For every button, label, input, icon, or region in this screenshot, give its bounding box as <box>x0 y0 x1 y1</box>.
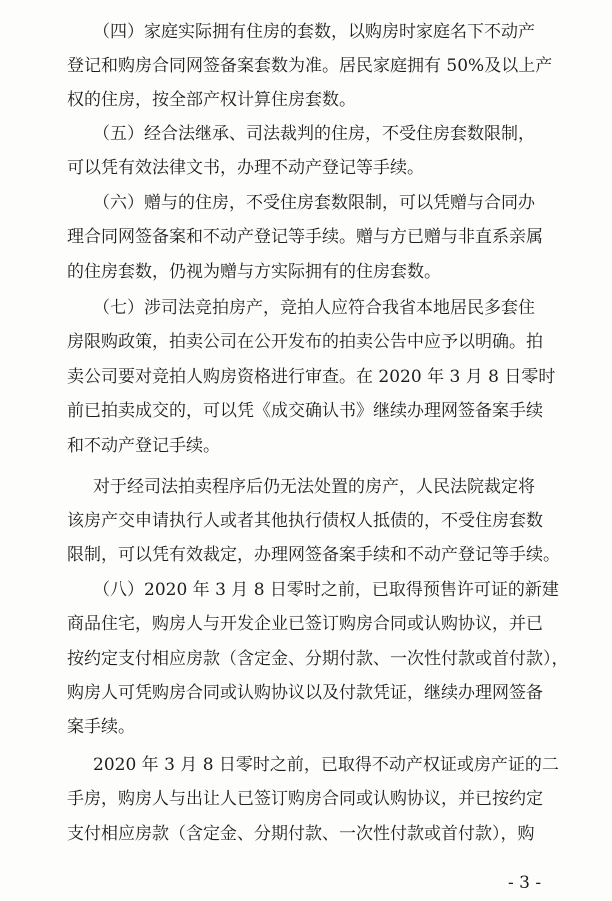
paragraph-8-line-3: 按约定支付相应房款（含定金、分期付款、一次性付款或首付款）， <box>67 649 569 669</box>
paragraph-4-line-2: 登记和购房合同网签备案套数为准。居民家庭拥有 50%及以上产 <box>67 56 553 76</box>
paragraph-8-line-5: 案手续。 <box>67 717 135 737</box>
paragraph-5-line-1: （五）经合法继承、司法裁判的住房，不受住房套数限制， <box>93 124 535 144</box>
paragraph-8b-line-3: 支付相应房款（含定金、分期付款、一次性付款或首付款），购 <box>67 824 535 844</box>
paragraph-8-line-1: （八）2020 年 3 月 8 日零时之前，已取得预售许可证的新建 <box>93 580 559 600</box>
paragraph-6-line-3: 的住房套数，仍视为赠与方实际拥有的住房套数。 <box>67 262 441 282</box>
paragraph-7b-line-3: 限制，可以凭有效裁定，办理网签备案手续和不动产登记等手续。 <box>67 545 560 565</box>
paragraph-8b-line-1: 2020 年 3 月 8 日零时之前，已取得不动产权证或房产证的二 <box>93 755 559 775</box>
paragraph-5-line-2: 可以凭有效法律文书，办理不动产登记等手续。 <box>67 158 424 178</box>
paragraph-7-line-2: 房限购政策，拍卖公司在公开发布的拍卖公告中应予以明确。拍 <box>67 332 543 352</box>
paragraph-6-line-2: 理合同网签备案和不动产登记等手续。赠与方已赠与非直系亲属 <box>67 227 543 247</box>
paragraph-8b-line-2: 手房，购房人与出让人已签订购房合同或认购协议，并已按约定 <box>67 789 543 809</box>
paragraph-7-line-5: 和不动产登记手续。 <box>67 436 220 456</box>
paragraph-8-line-2: 商品住宅，购房人与开发企业已签订购房合同或认购协议，并已 <box>67 614 543 634</box>
paragraph-7b-line-2: 该房产交申请执行人或者其他执行债权人抵债的，不受住房套数 <box>67 511 543 531</box>
paragraph-4-line-3: 权的住房，按全部产权计算住房套数。 <box>67 90 356 110</box>
paragraph-8-line-4: 购房人可凭购房合同或认购协议以及付款凭证，继续办理网签备 <box>67 683 543 703</box>
paragraph-6-line-1: （六）赠与的住房，不受住房套数限制，可以凭赠与合同办 <box>93 193 535 213</box>
paragraph-7-line-4: 前已拍卖成交的，可以凭《成交确认书》继续办理网签备案手续 <box>67 401 543 421</box>
paragraph-7-line-1: （七）涉司法竞拍房产，竞拍人应符合我省本地居民多套住 <box>93 298 535 318</box>
paragraph-7-line-3: 卖公司要对竞拍人购房资格进行审查。在 2020 年 3 月 8 日零时 <box>67 367 556 387</box>
page-number: - 3 - <box>508 873 542 893</box>
paragraph-4-line-1: （四）家庭实际拥有住房的套数，以购房时家庭名下不动产 <box>93 22 535 42</box>
paragraph-7b-line-1: 对于经司法拍卖程序后仍无法处置的房产，人民法院裁定将 <box>93 477 535 497</box>
